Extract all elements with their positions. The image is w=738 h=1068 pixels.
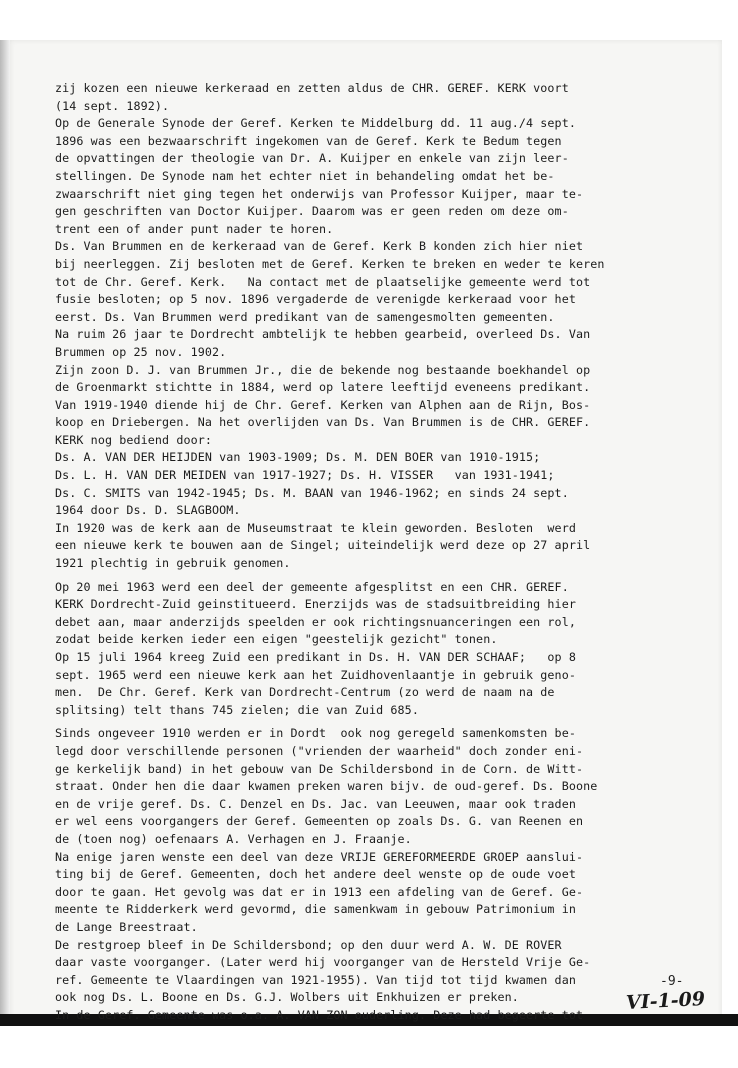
text-line: Zijn zoon D. J. van Brummen Jr., die de bekende nog bestaande boekhandel op <box>55 362 591 377</box>
text-line: Na ruim 26 jaar te Dordrecht ambtelijk te hebben gearbeid, overleed Ds. Van <box>55 327 591 342</box>
text-line: 1896 was een bezwaarschrift ingekomen van de Geref. Kerk te Bedum tegen <box>55 133 562 148</box>
text-line: de (toen nog) oefenaars A. Verhagen en J. Fraanje. <box>55 831 412 846</box>
text-line: trent een of ander punt nader te horen. <box>55 221 334 236</box>
text-line: zodat beide kerken ieder een eigen "geestelijk gezicht" tonen. <box>55 632 498 647</box>
text-line: Op 20 mei 1963 werd een deel der gemeente afgesplitst en een CHR. GEREF. <box>55 579 569 594</box>
text-line: Ds. A. VAN DER HEIJDEN van 1903-1909; Ds. M. DEN BOER van 1910-1915; <box>55 450 541 465</box>
text-line: ge kerkelijk band) in het gebouw van De Schildersbond in de Corn. de Witt- <box>55 761 584 776</box>
paragraph <box>55 725 705 1024</box>
text-line: bij neerleggen. Zij besloten met de Geref. Kerken te breken en weder te keren <box>55 256 605 271</box>
text-line: zij kozen een nieuwe kerkeraad en zetten aldus de CHR. GEREF. KERK voort <box>55 81 569 95</box>
text-line: Van 1919-1940 diende hij de Chr. Geref. Kerken van Alphen aan de Rijn, Bos- <box>55 397 591 412</box>
text-line: (14 sept. 1892). <box>55 98 170 113</box>
text-line: KERK nog bediend door: <box>55 432 213 447</box>
text-line: splitsing) telt thans 745 zielen; die van Zuid 685. <box>55 702 419 717</box>
text-line: ref. Gemeente te Vlaardingen van 1921-1955). Van tijd tot tijd kwamen dan <box>55 972 576 987</box>
text-line: er wel eens voorgangers der Geref. Gemeenten op zoals Ds. G. van Reenen en <box>55 814 584 829</box>
text-line: debet aan, maar anderzijds speelden er ook richtingsnuanceringen een rol, <box>55 614 576 629</box>
text-line: gen geschriften van Doctor Kuijper. Daarom was er geen reden om deze om- <box>55 204 569 219</box>
text-line: meente te Ridderkerk werd gevormd, die samenkwam in gebouw Patrimonium in <box>55 902 576 917</box>
text-line: Ds. L. H. VAN DER MEIDEN van 1917-1927; Ds. H. VISSER van 1931-1941; <box>55 468 555 483</box>
text-line: Ds. Van Brummen en de kerkeraad van de Geref. Kerk B konden zich hier niet <box>55 239 584 254</box>
text-line: door te gaan. Het gevolg was dat er in 1913 een afdeling van de Geref. Ge- <box>55 884 584 899</box>
text-line: zwaarschrift niet ging tegen het onderwijs van Professor Kuijper, maar te- <box>55 186 584 201</box>
handwritten-page-annotation: VI-1-09 <box>625 987 706 1015</box>
page-edge-shadow <box>0 40 10 1025</box>
text-line: Sinds ongeveer 1910 werden er in Dordt ook nog geregeld samenkomsten be- <box>55 726 576 741</box>
text-line: straat. Onder hen die daar kwamen preken waren bijv. de oud-geref. Ds. Boone <box>55 779 598 794</box>
text-line: fusie besloten; op 5 nov. 1896 vergaderde de verenigde kerkeraad voor het <box>55 292 576 307</box>
text-line: de opvattingen der theologie van Dr. A. Kuijper en enkele van zijn leer- <box>55 151 569 166</box>
text-line: Na enige jaren wenste een deel van deze VRIJE GEREFORMEERDE GROEP aanslui- <box>55 849 584 864</box>
text-line: stellingen. De Synode nam het echter niet in behandeling omdat het be- <box>55 168 555 183</box>
page-number: -9- <box>660 974 684 989</box>
text-line: Brummen op 25 nov. 1902. <box>55 344 227 359</box>
text-line: de Groenmarkt stichtte in 1884, werd op latere leeftijd eveneens predikant. <box>55 380 591 395</box>
text-line: In 1920 was de kerk aan de Museumstraat te klein geworden. Besloten werd <box>55 520 576 535</box>
text-line: In de Geref. Gemeente was o.a. A. VAN ZON ouderling. Deze had begeerte tot <box>55 1007 584 1022</box>
text-line: sept. 1965 werd een nieuwe kerk aan het Zuidhovenlaantje in gebruik geno- <box>55 667 576 682</box>
text-line: een nieuwe kerk te bouwen aan de Singel; uiteindelijk werd deze op 27 april <box>55 538 591 553</box>
paragraph <box>55 579 705 720</box>
paragraph <box>55 80 705 573</box>
text-line: de Lange Breestraat. <box>55 919 198 934</box>
text-line: Op de Generale Synode der Geref. Kerken te Middelburg dd. 11 aug./4 sept. <box>55 116 576 131</box>
text-line: legd door verschillende personen ("vrienden der waarheid" doch zonder eni- <box>55 743 584 758</box>
text-line: daar vaste voorganger. (Later werd hij voorganger van de Hersteld Vrije Ge- <box>55 955 591 970</box>
text-line: 1921 plechtig in gebruik genomen. <box>55 556 291 571</box>
text-line: en de vrije geref. Ds. C. Denzel en Ds. Jac. van Leeuwen, maar ook traden <box>55 796 576 811</box>
text-line: tot de Chr. Geref. Kerk. Na contact met de plaatselijke gemeente werd tot <box>55 274 591 289</box>
text-line: Ds. C. SMITS van 1942-1945; Ds. M. BAAN van 1946-1962; en sinds 24 sept. <box>55 485 569 500</box>
text-line: ook nog Ds. L. Boone en Ds. G.J. Wolbers uit Enkhuizen er preken. <box>55 990 519 1005</box>
text-line: eerst. Ds. Van Brummen werd predikant van de samengesmolten gemeenten. <box>55 309 555 324</box>
text-line: KERK Dordrecht-Zuid geinstitueerd. Enerzijds was de stadsuitbreiding hier <box>55 597 576 612</box>
text-line: De restgroep bleef in De Schildersbond; op den duur werd A. W. DE ROVER <box>55 937 562 952</box>
body-text <box>55 80 705 1024</box>
text-line: ting bij de Geref. Gemeenten, doch het andere deel wenste op de oude voet <box>55 867 576 882</box>
text-line: 1964 door Ds. D. SLAGBOOM. <box>55 503 241 518</box>
text-line: Op 15 juli 1964 kreeg Zuid een predikant in Ds. H. VAN DER SCHAAF; op 8 <box>55 650 576 664</box>
text-line: men. De Chr. Geref. Kerk van Dordrecht-Centrum (zo werd de naam na de <box>55 685 555 700</box>
text-line: koop en Driebergen. Na het overlijden van Ds. Van Brummen is de CHR. GEREF. <box>55 415 591 430</box>
